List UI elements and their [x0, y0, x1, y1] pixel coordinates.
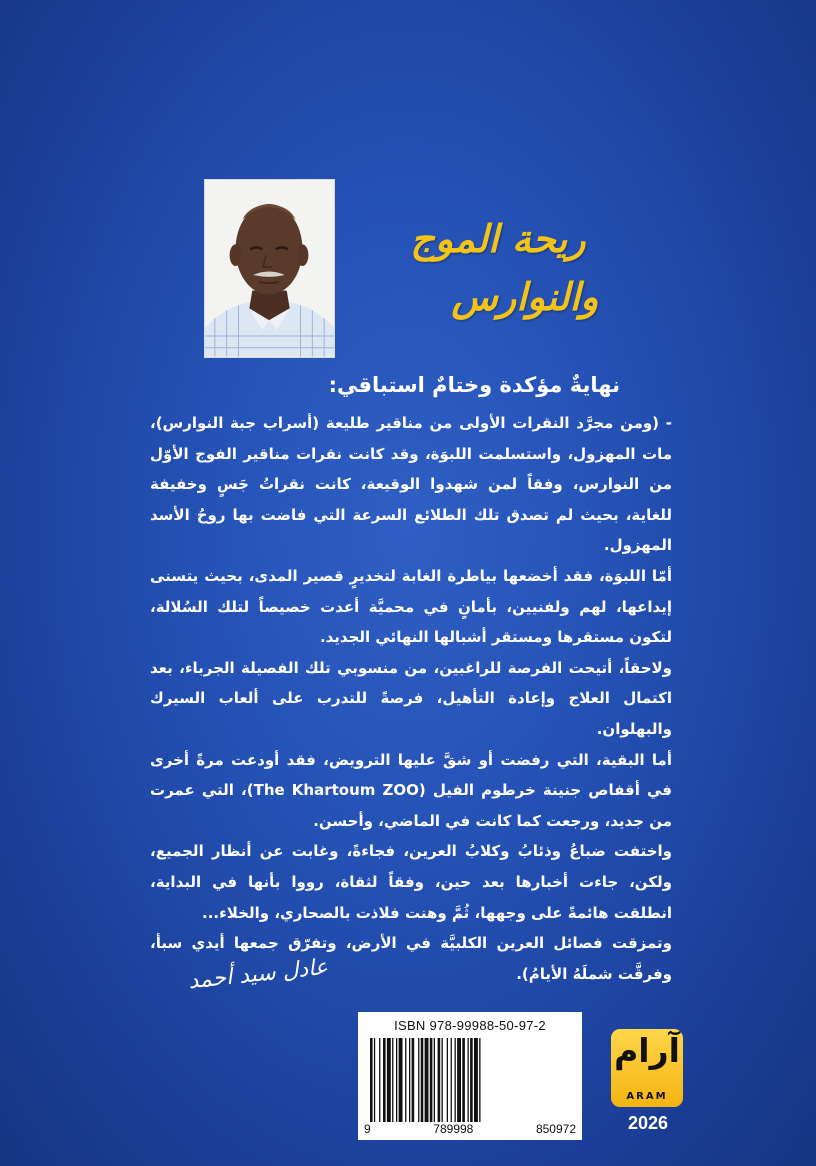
barcode-digit-prefix: 9: [364, 1122, 371, 1136]
barcode-bar: [392, 1038, 393, 1122]
book-title: [400, 210, 610, 326]
title-line-2: والنوارس: [451, 274, 599, 319]
barcode-bar: [399, 1038, 403, 1122]
barcode-bar: [457, 1038, 461, 1122]
author-portrait-icon: [205, 180, 334, 357]
barcode-bar: [455, 1038, 456, 1122]
barcode-bar: [425, 1038, 429, 1122]
blurb-paragraph-3: ولاحقاً، أتيحت الفرصة للراغبين، من منسوبي تلك الفصيلة الجرباء، بعد اكتمال العلاج وإعادة التأهيل، فرصةً للتدرب على ألعاب السيرك والبهلوان.: [150, 658, 672, 738]
barcode-bar: [396, 1038, 397, 1122]
blurb-paragraph-2: أمّا اللبوَة، فقد أخضعها بياطرة الغابة لتخديرٍ قصير المدى، بحيث يتسنى إيداعها، لهم ولفنيين، بأمانٍ في محميَّة أعدت خصيصاً لتلك السُلالة، لتكون مستقرها ومستقر أشبالها النهائي الجديد.: [150, 566, 672, 647]
author-photo: [204, 179, 335, 358]
barcode-bar: [370, 1038, 373, 1122]
publication-year: 2026: [628, 1113, 669, 1133]
blurb-text: [150, 408, 672, 989]
barcode-bar: [447, 1038, 448, 1122]
blurb-paragraph-4: أما البقية، التي رفضت أو شقَّ عليها الترويض، فقد أودعت مرةً أخرى في أقفاص جنينة خرطوم الفيل (The Khartoum ZOO)، التي عمرت من جديد، ورجعت كما كانت في الماضي، وأحسن.: [150, 750, 673, 830]
publisher-name-arabic: آرام: [614, 1031, 680, 1070]
isbn-number: ISBN 978-99988-50-97-2: [394, 1018, 546, 1033]
barcode-bar: [434, 1038, 435, 1122]
barcode-bar: [474, 1038, 478, 1122]
section-heading: نهايةٌ مؤكدة وختامٌ استباقي:: [328, 373, 620, 397]
title-line-1: ريحة الموج: [410, 216, 586, 261]
barcode-bar: [430, 1038, 433, 1122]
barcode-bar: [462, 1038, 465, 1122]
barcode-bar: [438, 1038, 441, 1122]
barcode-bar: [387, 1038, 391, 1122]
barcode-bar: [451, 1038, 452, 1122]
barcode: [368, 1038, 572, 1124]
blurb-paragraph-5: واختفت ضباعُ وذئابُ وكلابُ العرين، فجاءةً، وغابت عن أنظار الجميع، ولكن، جاءت أخبارها بعد حين، وفقاً لثقاة، رووا بأنها في البداية، انطلقت هائمةً على وجهها، ثُمَّ وهنت فلاذت بالصحاري، والخلاء...: [150, 842, 672, 922]
barcode-digits: [364, 1122, 576, 1136]
barcode-bar: [374, 1038, 375, 1122]
barcode-digit-group-1: 789998: [433, 1122, 474, 1136]
barcode-bar: [442, 1038, 443, 1122]
author-signature: عادل سيد أحمد: [187, 954, 330, 995]
barcode-bar: [412, 1038, 415, 1122]
barcode-bar: [383, 1038, 386, 1122]
isbn-barcode-box: [358, 1012, 582, 1140]
publisher-logo: [611, 1029, 683, 1107]
barcode-bar: [379, 1038, 380, 1122]
publisher-name-latin: ARAM: [626, 1091, 668, 1102]
blurb-paragraph-1: - (ومن مجرَّد النقرات الأولى من مناقير طليعة (أسراب جبة النوارس)، مات المهزول، واستسلمت اللبوَة، وقد كانت نقرات مناقير الفوج الأوّل من النوارس، وفقاً لمن شهدوا الوقيعة، كانت نقراتُ جَسٍ وخفيفة للغاية، بحيث لم تصدق تلك الطلائع السرعة التي فاضت بها روحُ الأسد المهزول.: [150, 414, 672, 555]
barcode-bar: [468, 1038, 469, 1122]
barcode-bar: [470, 1038, 473, 1122]
barcode-bar: [405, 1038, 406, 1122]
barcode-bar: [418, 1038, 419, 1122]
barcode-bar: [421, 1038, 424, 1122]
barcode-bar: [409, 1038, 410, 1122]
barcode-digit-group-2: 850972: [535, 1122, 576, 1136]
barcode-bar: [479, 1038, 480, 1122]
blurb-paragraph-6: وتمزقت فصائل العرين الكلبيَّة في الأرض، وتفرّق جمعها أيدي سبأ، وفرقَّت شملَهُ الأيامُ).: [150, 934, 672, 983]
